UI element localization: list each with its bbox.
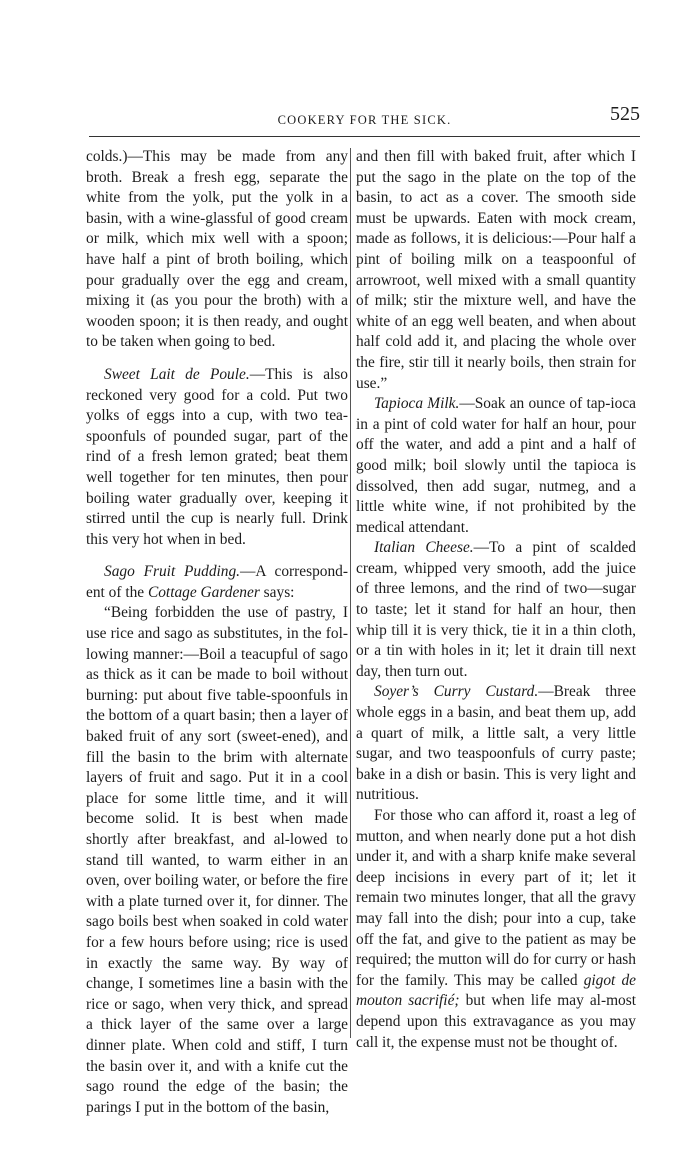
paragraph-tapioca-milk — [356, 394, 636, 538]
column-divider — [350, 148, 351, 1038]
source-title: Cottage Gardener — [147, 583, 260, 601]
paragraph-sago-quote-continued: and then fill with baked fruit, after which I put the sago in the plate on the top of the basin, to act as a cover. The smooth side must be upwards. Eaten with mock cream, made as follows, it is delicious:—Pour half a pint of boiling milk on a teaspoonful of arrowroot, well mixed with a small quantity of milk; stir the mixture well, and have the white of an egg well beaten, and when about half cold add it, and placing the whole over the fire, stir till it nearly boils, then strain for use.” — [356, 148, 636, 392]
recipe-text: —This is also reckoned very good for a cold. Put two yolks of eggs into a cup, with two tea-spoonfuls of pounded sugar, part of the rind of a fresh lemon grated; beat them well together for ten minutes, then pour boiling water gradually over, keeping it stirred until the cup is nearly full. Drink this very hot when in bed. — [86, 365, 348, 548]
right-column — [356, 147, 636, 1053]
recipe-text: —A correspond-ent of the — [86, 563, 348, 601]
paragraph-sago-pudding — [86, 562, 348, 603]
recipe-text: For those who can afford it, roast a leg of mutton, and when nearly done put a hot dish under it, and with a sharp knife make several deep incisions in every part of it; let it remain two minutes longer, that all the gravy may fall into the dish; pour into a cup, take off the fat, and give to the patient as may be required; the mutton will do for curry or hash for the family. This may be called — [356, 807, 636, 989]
paragraph-roast-mutton — [356, 806, 636, 1053]
page-header — [89, 103, 640, 133]
recipe-text: but when life may al-most depend upon this extravagance as you may call it, the expense must not be thought of. — [356, 992, 636, 1051]
recipe-text: —To a pint of scalded cream, whipped very smooth, add the juice of three lemons, and the rind of two—sugar to taste; let it stand for half an hour, then whip till it is very thick, tie it in a thin cloth, or a tin with holes in it; let it drain till next day, then turn out. — [356, 539, 636, 680]
paragraph-lait-de-poule — [86, 365, 348, 550]
recipe-title: Italian Cheese. — [374, 539, 474, 557]
dish-name: gigot de mouton sacrifié; — [356, 971, 637, 1010]
recipe-text: —Soak an ounce of tap-ioca in a pint of cold water for half an hour, pour off the water, and add a pint and a half of good milk; boil slowly until the tapioca is dissolved, then add sugar, nutmeg, and a little white wine, if not prohibited by the medical attendant. — [356, 395, 637, 536]
running-title: COOKERY FOR THE SICK. — [277, 113, 452, 127]
recipe-text: —Break three whole eggs in a basin, and beat them up, add a quart of milk, a little salt, a very little sugar, and two teaspoonfuls of curry paste; bake in a dish or basin. This is very light and nutritious. — [356, 683, 637, 804]
recipe-title: Tapioca Milk. — [374, 395, 460, 413]
paragraph-italian-cheese — [356, 538, 636, 682]
paragraph-egg-broth: colds.)—This may be made from any broth. Break a fresh egg, separate the white from the yolk, put the yolk in a basin, with a wine-glassful of good cream or milk, which mix well with a spoon; have half a pint of broth boiling, which pour gradually over the egg and cream, mixing it (as you pour the broth) with a wooden spoon; it is then ready, and ought to be taken when going to bed. — [86, 148, 348, 351]
paragraph-curry-custard — [356, 682, 636, 806]
page-number: 525 — [610, 103, 640, 125]
recipe-text: says: — [259, 583, 295, 601]
recipe-title: Soyer’s Curry Custard. — [374, 683, 539, 701]
left-column — [86, 147, 348, 1118]
recipe-title: Sweet Lait de Poule. — [104, 365, 250, 383]
header-rule — [89, 136, 640, 137]
recipe-title: Sago Fruit Pudding. — [104, 563, 241, 581]
paragraph-sago-quote: “Being forbidden the use of pastry, I use rice and sago as substitutes, in the fol-lowing manner:—Boil a teacupful of sago as thick as it can be made to boil without burning: put about five table-spoonfuls in the bottom of a quart basin; then a layer of baked fruit of any sort (sweet-ened), and fill the basin to the brim with alternate layers of fruit and sago. Put it in a cool place for some little time, and it will become solid. It is best when made shortly after breakfast, and al-lowed to stand till wanted, to warm either in an oven, over boiling water, or before the fire with a plate turned over it, for dinner. The sago boils best when soaked in cold water for a few hours before using; rice is used in exactly the same way. By way of change, I sometimes line a basin with the rice or sago, when very thick, and spread a thick layer of the same over a large dinner plate. When cold and stiff, I turn the basin over it, and with a knife cut the sago round the edge of the basin; the parings I put in the bottom of the basin, — [86, 604, 348, 1116]
